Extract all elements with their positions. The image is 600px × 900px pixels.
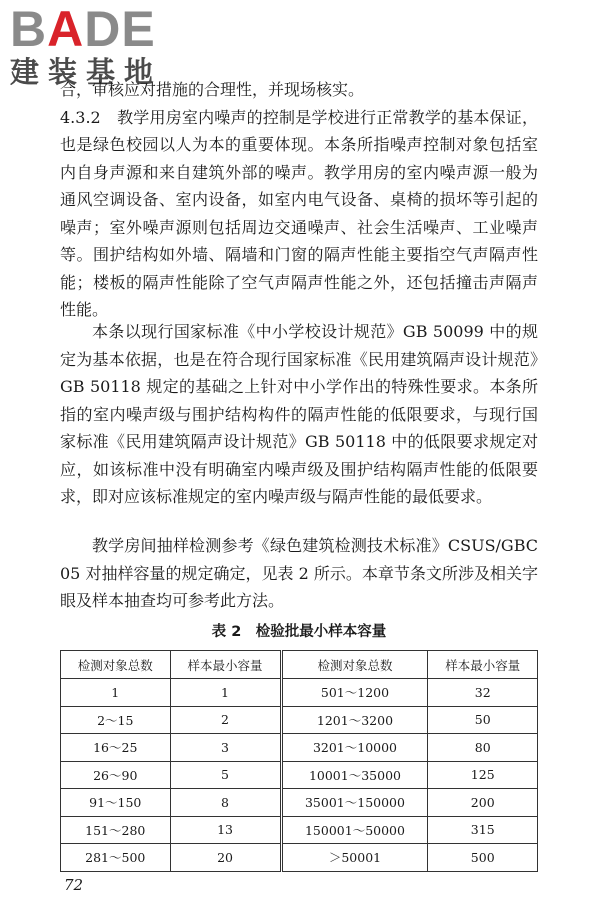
table-cell: 315 — [428, 816, 538, 844]
table-cell: 35001～150000 — [281, 789, 428, 817]
table-cell: 3201～10000 — [281, 734, 428, 762]
body-text-bottom — [60, 532, 538, 615]
table-cell: 10001～35000 — [281, 761, 428, 789]
header-cell: 样本最小容量 — [428, 651, 538, 679]
table-caption: 表 2 检验批最小样本容量 — [211, 624, 387, 640]
table-row — [61, 789, 538, 817]
table-cell: 125 — [428, 761, 538, 789]
body-text-top — [60, 76, 538, 324]
table-row — [61, 816, 538, 844]
table-cell: 26～90 — [61, 761, 171, 789]
paragraph-basis: 本条以现行国家标准《中小学校设计规范》GB 50099 中的规定为基本依据，也是在符合现行国家标准《民用建筑隔声设计规范》GB 50118 规定的基础之上针对中小学作出的特殊性要求。本条所指的室内噪声级与围护结构构件的隔声性能的低限要求，与现行国家标准《民用建筑隔声设计规范》GB 50118 中的低限要求规定对应，如该标准中没有明确室内噪声级及围护结构隔声性能的低限要求，即对应该标准规定的室内噪声级与隔声性能的最低要求。 — [60, 322, 538, 506]
table-cell: 13 — [170, 816, 281, 844]
table-cell: 32 — [428, 679, 538, 707]
table-cell: 1201～3200 — [281, 706, 428, 734]
table-header-row — [61, 651, 538, 679]
table-cell: 3 — [170, 734, 281, 762]
header-cell: 样本最小容量 — [170, 651, 281, 679]
table-cell: 151～280 — [61, 816, 171, 844]
table-cell: 1 — [61, 679, 171, 707]
header-cell: 检测对象总数 — [281, 651, 428, 679]
table-cell: ＞50001 — [281, 844, 428, 872]
table-cell: 8 — [170, 789, 281, 817]
table-cell: 281～500 — [61, 844, 171, 872]
table-cell: 2～15 — [61, 706, 171, 734]
table-cell: 200 — [428, 789, 538, 817]
header-cell: 检测对象总数 — [61, 651, 171, 679]
table-cell: 80 — [428, 734, 538, 762]
table-cell: 1 — [170, 679, 281, 707]
paragraph-4-3-2: 4.3.2 教学用房室内噪声的控制是学校进行正常教学的基本保证，也是绿色校园以人为本的重要体现。本条所指噪声控制对象包括室内自身声源和来自建筑外部的噪声。教学用房的室内噪声源一般为通风空调设备、室内设备，如室内电气设备、桌椅的损坏等引起的噪声；室外噪声源则包括周边交通噪声、社会生活噪声、工业噪声等。围护结构如外墙、隔墙和门窗的隔声性能主要指空气声隔声性能；楼板的隔声性能除了空气声隔声性能之外，还包括撞击声隔声性能。 — [60, 107, 538, 319]
table-cell: 500 — [428, 844, 538, 872]
sample-size-table — [60, 650, 538, 872]
paragraph-continuation: 合，审核应对措施的合理性，并现场核实。 — [60, 80, 365, 99]
table-cell: 501～1200 — [281, 679, 428, 707]
logo-subtitle: 建装基地 — [10, 55, 163, 89]
page-number: 72 — [64, 876, 84, 894]
table-row — [61, 844, 538, 872]
table-cell: 5 — [170, 761, 281, 789]
table-row — [61, 706, 538, 734]
table-cell: 91～150 — [61, 789, 171, 817]
table-cell: 50 — [428, 706, 538, 734]
table-cell: 2 — [170, 706, 281, 734]
table-cell: 16～25 — [61, 734, 171, 762]
paragraph-sampling: 教学房间抽样检测参考《绿色建筑检测技术标准》CSUS/GBC 05 对抽样容量的规定确定，见表 2 所示。本章节条文所涉及相关字眼及样本抽查均可参考此方法。 — [60, 536, 538, 610]
body-text-middle — [60, 318, 538, 511]
table-row — [61, 761, 538, 789]
table-cell: 20 — [170, 844, 281, 872]
table-row — [61, 734, 538, 762]
logo-wordmark: BADE — [10, 1, 156, 57]
table-row — [61, 679, 538, 707]
table-cell: 150001～50000 — [281, 816, 428, 844]
